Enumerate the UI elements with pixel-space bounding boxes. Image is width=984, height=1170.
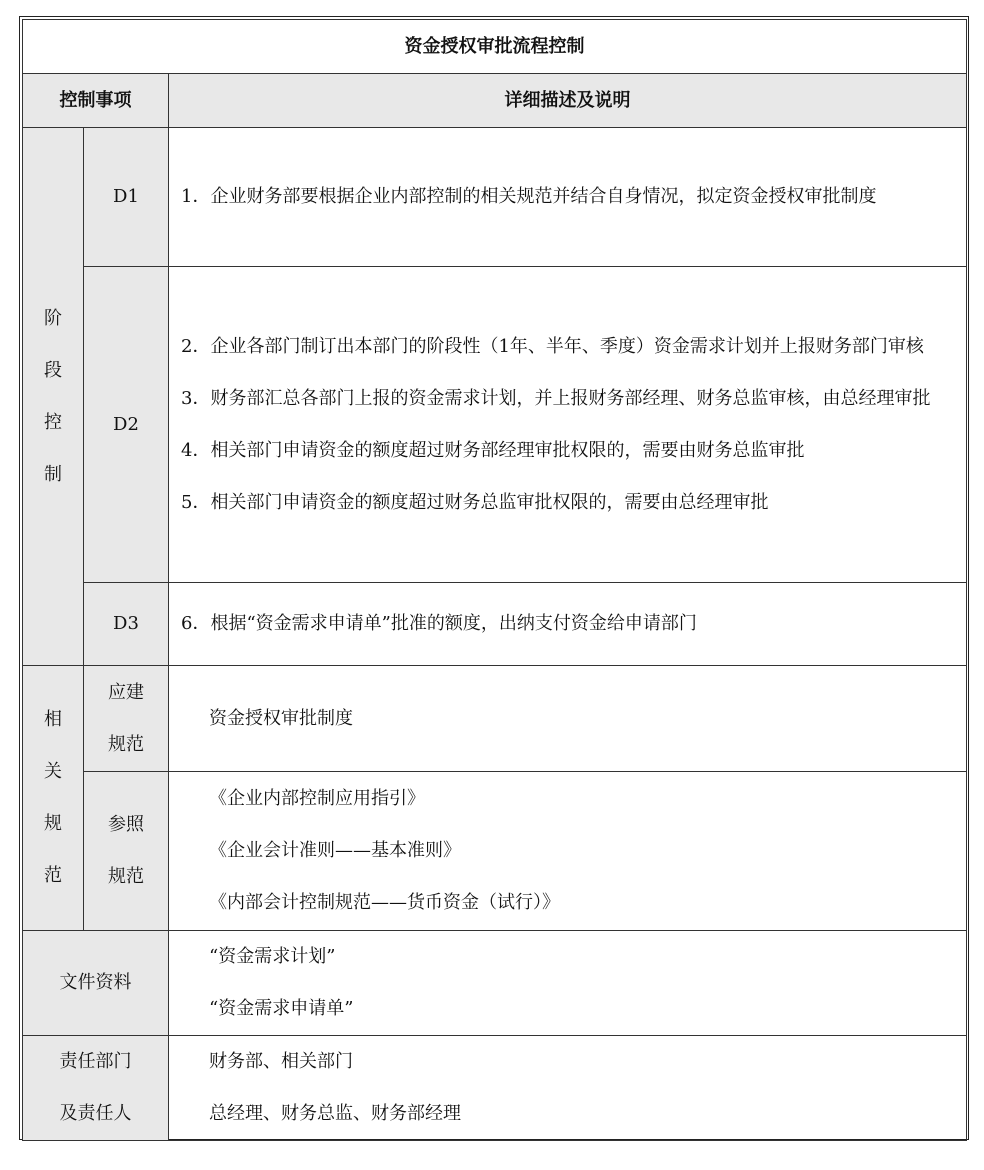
stage-d1-description — [169, 128, 967, 267]
stage-control-label: 阶 段 控 制 — [23, 128, 84, 666]
list-item: 5．相关部门申请资金的额度超过财务总监审批权限的，需要由总经理审批 — [181, 491, 769, 513]
list-item: 2．企业各部门制订出本部门的阶段性（1年、半年、季度）资金需求计划并上报财务部门审核 — [181, 335, 924, 357]
table-title: 资金授权审批流程控制 — [23, 20, 967, 74]
approval-control-table — [22, 19, 967, 1141]
list-item: 《企业内部控制应用指引》 — [209, 788, 425, 809]
stage-code-d2: D2 — [84, 267, 169, 583]
list-item: 6．根据“资金需求申请单”批准的额度，出纳支付资金给申请部门 — [181, 613, 697, 634]
list-item: 3．财务部汇总各部门上报的资金需求计划，并上报财务部经理、财务总监审核，由总经理审批 — [181, 387, 931, 409]
should-build-norms-label: 应建 规范 — [84, 666, 169, 772]
list-item: 总经理、财务总监、财务部经理 — [209, 1103, 461, 1124]
list-item: 《企业会计准则——基本准则》 — [209, 840, 461, 861]
reference-norms-content — [169, 772, 967, 931]
header-control-item: 控制事项 — [23, 74, 169, 128]
list-item: 1．企业财务部要根据企业内部控制的相关规范并结合自身情况，拟定资金授权审批制度 — [181, 186, 877, 207]
list-item: 财务部、相关部门 — [209, 1051, 353, 1072]
stage-code-d1: D1 — [84, 128, 169, 267]
responsibility-label: 责任部门 及责任人 — [23, 1036, 169, 1141]
reference-norms-label: 参照 规范 — [84, 772, 169, 931]
should-build-norms-content — [169, 666, 967, 772]
list-item: 《内部会计控制规范——货币资金（试行）》 — [209, 892, 560, 913]
list-item: “资金需求计划” — [209, 946, 336, 967]
stage-code-d3: D3 — [84, 583, 169, 666]
list-item: 4．相关部门申请资金的额度超过财务部经理审批权限的，需要由财务总监审批 — [181, 439, 805, 461]
stage-d2-description — [169, 267, 967, 583]
related-norms-label: 相 关 规 范 — [23, 666, 84, 931]
documents-content — [169, 931, 967, 1036]
responsibility-content — [169, 1036, 967, 1141]
header-description: 详细描述及说明 — [169, 74, 967, 128]
list-item: “资金需求申请单” — [209, 998, 354, 1019]
list-item: 资金授权审批制度 — [209, 707, 353, 729]
stage-d3-description — [169, 583, 967, 666]
documents-label: 文件资料 — [23, 931, 169, 1036]
